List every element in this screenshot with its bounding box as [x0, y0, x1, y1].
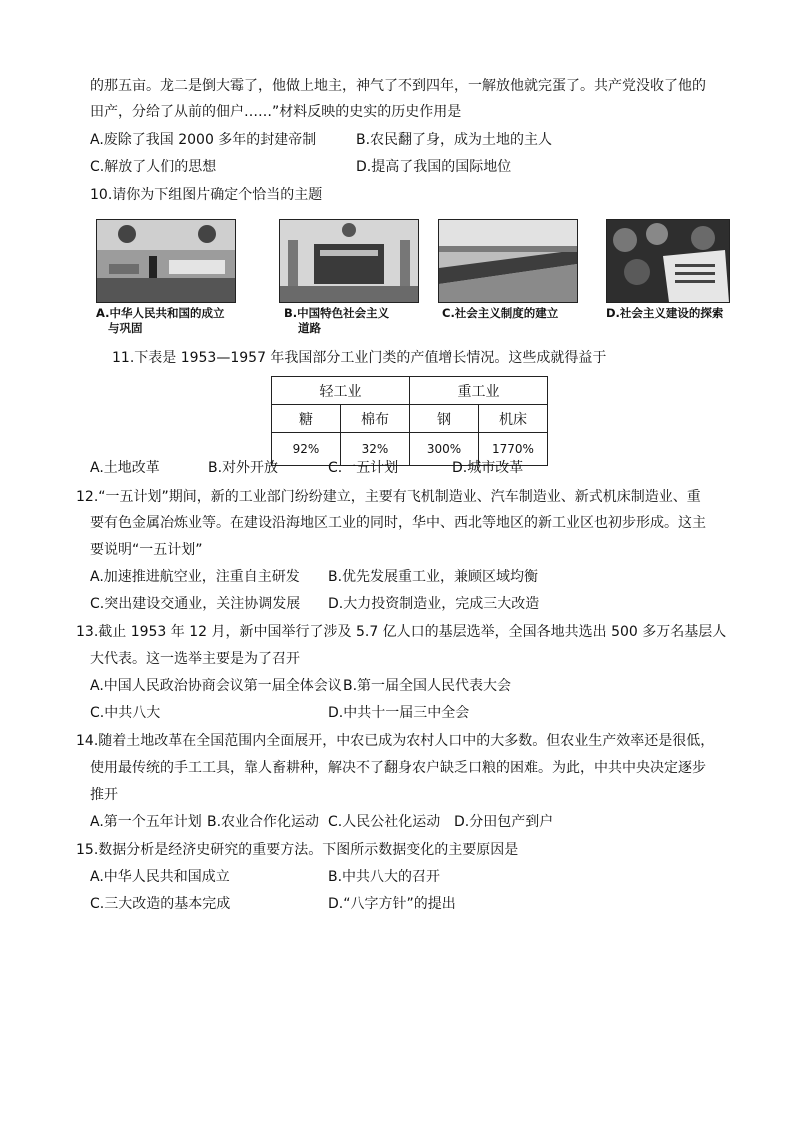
q13-text-line2: 大代表。这一选举主要是为了召开: [90, 651, 300, 667]
table-value-machine-tool: 1770%: [479, 433, 548, 466]
q14-option-a[interactable]: A.第一个五年计划: [90, 814, 202, 830]
q14-text-line2: 使用最传统的手工工具，靠人畜耕种，解决不了翻身农户缺乏口粮的困难。为此，中共中央决定逐步: [90, 760, 706, 776]
q10-caption-a-line2: 与巩固: [108, 321, 143, 335]
table-value-sugar: 92%: [272, 433, 341, 466]
q13-option-c[interactable]: C.中共八大: [90, 705, 161, 721]
q13-option-a[interactable]: A.中国人民政治协商会议第一届全体会议: [90, 678, 342, 694]
q9-text-line2: 田产，分给了从前的佃户……”材料反映的史实的历史作用是: [90, 104, 462, 120]
table-value-cotton: 32%: [341, 433, 410, 466]
q15-option-a[interactable]: A.中华人民共和国成立: [90, 869, 230, 885]
q12-text-line2: 要有色金属冶炼业等。在建设沿海地区工业的同时，华中、西北等地区的新工业区也初步形成。这主: [90, 515, 706, 531]
table-value-steel: 300%: [410, 433, 479, 466]
q15-stem: 15.数据分析是经济史研究的重要方法。下图所示数据变化的主要原因是: [76, 842, 519, 858]
q13-option-b[interactable]: B.第一届全国人民代表大会: [343, 678, 512, 694]
q9-option-d[interactable]: D.提高了我国的国际地位: [356, 159, 512, 175]
q10-caption-d: D.社会主义建设的探索: [606, 306, 724, 320]
q12-text-line3: 要说明“一五计划”: [90, 542, 203, 558]
q13-option-d[interactable]: D.中共十一届三中全会: [328, 705, 470, 721]
q15-option-b[interactable]: B.中共八大的召开: [328, 869, 441, 885]
q11-stem: 11.下表是 1953—1957 年我国部分工业门类的产值增长情况。这些成就得益于: [112, 350, 607, 366]
table-item-sugar: 糖: [272, 405, 341, 433]
q13-text-line1: 13.截止 1953 年 12 月，新中国举行了涉及 5.7 亿人口的基层选举，全国各地共选出 500 多万名基层人: [76, 624, 727, 640]
q10-stem: 10.请你为下组图片确定个恰当的主题: [90, 187, 323, 203]
q12-option-c[interactable]: C.突出建设交通业，关注协调发展: [90, 596, 301, 612]
table-group-heavy: 重工业: [410, 377, 548, 405]
q14-option-c[interactable]: C.人民公社化运动: [328, 814, 441, 830]
q11-option-c[interactable]: C.一五计划: [328, 460, 399, 476]
photo-newspaper-crowd: [606, 219, 730, 303]
industry-growth-table: [271, 376, 548, 466]
table-item-steel: 钢: [410, 405, 479, 433]
q12-text-line1: 12.“一五计划”期间，新的工业部门纷纷建立，主要有飞机制造业、汽车制造业、新式机床制造业、重: [76, 489, 701, 505]
photo-river-crowd: [438, 219, 578, 303]
table-group-light: 轻工业: [272, 377, 410, 405]
q15-option-c[interactable]: C.三大改造的基本完成: [90, 896, 231, 912]
q15-option-d[interactable]: D.“八字方针”的提出: [328, 896, 456, 912]
table-item-machine-tool: 机床: [479, 405, 548, 433]
q12-option-d[interactable]: D.大力投资制造业，完成三大改造: [328, 596, 540, 612]
q10-caption-b-line2: 道路: [298, 321, 321, 335]
q11-option-d[interactable]: D.城市改革: [452, 460, 524, 476]
q10-caption-a-line1: A.中华人民共和国的成立: [96, 306, 225, 320]
q14-text-line3: 推开: [90, 787, 118, 803]
table-item-cotton: 棉布: [341, 405, 410, 433]
q11-option-a[interactable]: A.土地改革: [90, 460, 160, 476]
q10-caption-b-line1: B.中国特色社会主义: [284, 306, 390, 320]
q12-option-b[interactable]: B.优先发展重工业，兼顾区域均衡: [328, 569, 539, 585]
q14-option-b[interactable]: B.农业合作化运动: [207, 814, 320, 830]
q9-option-c[interactable]: C.解放了人们的思想: [90, 159, 217, 175]
q12-option-a[interactable]: A.加速推进航空业，注重自主研发: [90, 569, 300, 585]
q14-text-line1: 14.随着土地改革在全国范围内全面展开，中农已成为农村人口中的大多数。但农业生产效率还是很低，: [76, 733, 715, 749]
q9-option-a[interactable]: A.废除了我国 2000 多年的封建帝制: [90, 132, 317, 148]
q11-option-b[interactable]: B.对外开放: [208, 460, 279, 476]
q9-text-line1: 的那五亩。龙二是倒大霉了，他做上地主，神气了不到四年，一解放他就完蛋了。共产党没收了他的: [90, 78, 706, 94]
q10-caption-c: C.社会主义制度的建立: [442, 306, 559, 320]
photo-founding-ceremony: [96, 219, 236, 303]
q14-option-d[interactable]: D.分田包产到户: [454, 814, 554, 830]
photo-congress-hall: [279, 219, 419, 303]
q9-option-b[interactable]: B.农民翻了身，成为土地的主人: [356, 132, 553, 148]
